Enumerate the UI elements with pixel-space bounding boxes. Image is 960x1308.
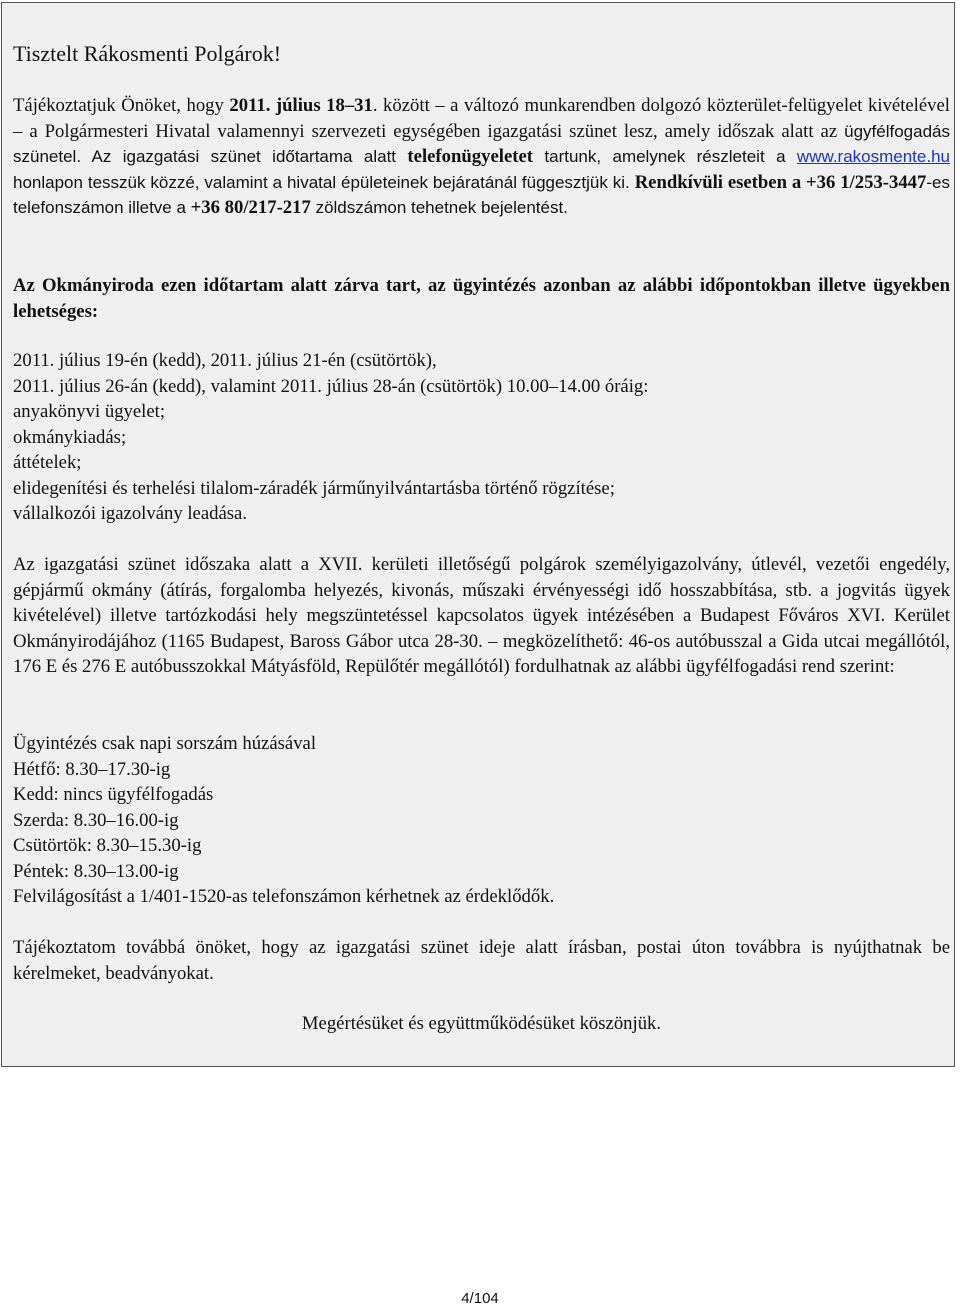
page-number: 4/104 xyxy=(461,1290,499,1307)
intro-paragraph xyxy=(13,93,950,221)
written-submission-paragraph: Tájékoztatom továbbá önöket, hogy az igazgatási szünet ideje alatt írásban, postai úton továbbra is nyújthatnak be kérelmeket, beadványokat. xyxy=(13,937,950,984)
service-item: anyakönyvi ügyelet; xyxy=(13,401,166,422)
phone-duty-label: telefonügyeletet xyxy=(407,146,533,167)
schedule-line: Kedd: nincs ügyfélfogadás xyxy=(13,784,214,805)
intro-text-3: ügyfélfogadás szünetel. Az igazgatási szünet időtartama alatt xyxy=(13,121,950,166)
schedule-line: Péntek: 8.30–13.00-ig xyxy=(13,860,179,882)
service-item: okmánykiadás; xyxy=(13,426,127,448)
schedule-line: Szerda: 8.30–16.00-ig xyxy=(13,809,179,831)
office-schedule xyxy=(13,731,950,910)
schedule-line: Csütörtök: 8.30–15.30-ig xyxy=(13,835,202,856)
emergency-phone: Rendkívüli esetben a +36 1/253-3447 xyxy=(634,171,927,193)
intro-text-7: zöldszámon tehetnek bejelentést. xyxy=(310,198,568,217)
schedule-line: Hétfő: 8.30–17.30-ig xyxy=(13,758,171,780)
intro-text-5: honlapon tesszük közzé, valamint a hivatal épületeinek bejáratánál függesztjük ki. xyxy=(13,172,635,192)
closing-line: Megértésüket és együttműködésüket köszönjük. xyxy=(301,1013,662,1034)
service-item: vállalkozói igazolvány leadása. xyxy=(13,503,248,524)
greeting-title: Tisztelt Rákosmenti Polgárok! xyxy=(13,41,282,66)
service-item: áttételek; xyxy=(13,452,82,473)
green-number: +36 80/217-217 xyxy=(190,197,311,218)
schedule-line: Felvilágosítást a 1/401-1520-as telefonszámon kérhetnek az érdeklődők. xyxy=(13,886,555,907)
intro-text-2: . között – a változó munkarendben dolgozó közterület-felügyelet kivételével – a Polgármesteri Hivatal valamennyi szervezeti egységében igazgatási szünet lesz, amely időszak alatt az xyxy=(13,95,951,142)
district-paragraph: Az igazgatási szünet időszaka alatt a XVII. kerületi illetőségű polgárok személyigazolvány, útlevél, vezetői engedély, gépjármű okmány (átírás, forgalomba helyezés, kivonás, műszaki érvényességi idő hosszabbítása, stb. a jogvitás ügyek kivételével) illetve tartózkodási hely megszüntetéssel kapcsolatos ügyek intézésében a Budapest Főváros XVI. Kerület Okmányirodájához (1165 Budapest, Baross Gábor utca 28-30. – megközelíthető: 46-os autóbusszal a Gida utcai megállótól, 176 E és 276 E autóbusszokkal Mátyásföld, Repülőtér megállótól) fordulhatnak az alábbi ügyfélfogadási rend szerint: xyxy=(13,554,950,677)
open-date-line: 2011. július 19-én (kedd), 2011. július 21-én (csütörtök), xyxy=(13,350,437,371)
office-closed-notice: Az Okmányiroda ezen időtartam alatt zárva tart, az ügyintézés azonban az alábbi időpontokban illetve ügyekben lehetséges: xyxy=(13,275,950,322)
intro-text-4: tartunk, amelynek részleteit a xyxy=(533,147,797,166)
intro-text-1: Tájékoztatjuk Önöket, hogy xyxy=(13,95,230,116)
open-date-line: 2011. július 26-án (kedd), valamint 2011. július 28-án (csütörtök) 10.00–14.00 óráig: xyxy=(13,375,649,397)
closure-dates: 2011. július 18–31 xyxy=(229,95,373,116)
notice-box xyxy=(1,2,955,1067)
intro-text-6: -es telefonszámon illetve a xyxy=(13,172,950,217)
services-list xyxy=(13,399,950,527)
open-dates xyxy=(13,348,950,399)
website-link[interactable]: www.rakosmente.hu xyxy=(796,147,950,166)
schedule-line: Ügyintézés csak napi sorszám húzásával xyxy=(13,733,317,754)
service-item: elidegenítési és terhelési tilalom-záradék járműnyilvántartásba történő rögzítése; xyxy=(13,477,615,499)
